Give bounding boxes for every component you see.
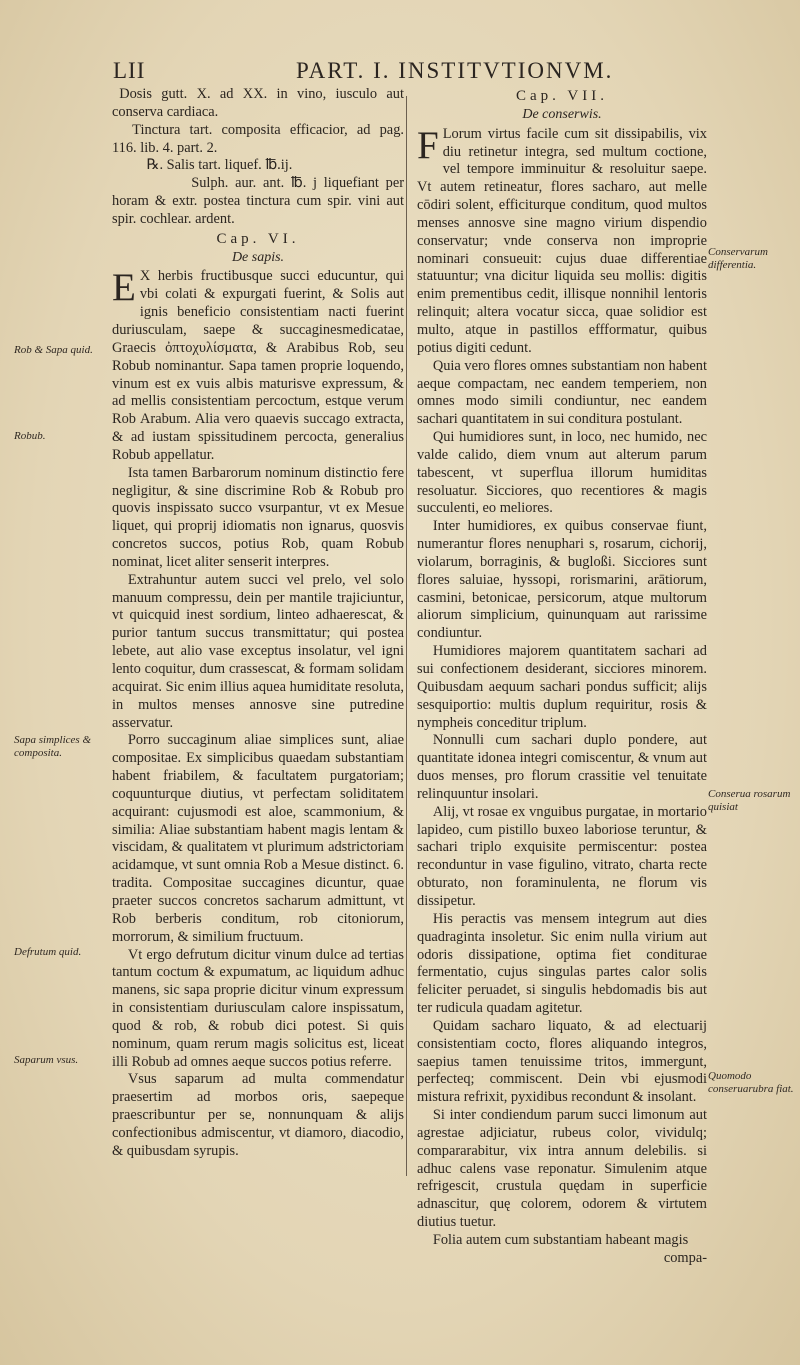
margin-note-defrutum: Defrutum quid. <box>14 946 82 958</box>
catchword: compa- <box>663 1249 707 1266</box>
paragraph-text: X herbis fructibusque succi educuntur, qui vbi colati & expurgati fuerint, & Solis aut ignis beneficio consistentiam nacti fuerint duriusculam, saepe & succaginesmedicatae, Graecis ὀπτοχυλίσματα, & Arabibus Rob, seu Robub nominantur. Sapa tamen proprie loquendo, vinum est ex vuis albis maturisve expressum, & ad mellis consistentiam percoctum, estque verum Rob Arabum. Alia vero quaevis succago extracta, & ad iustam spissitudinem percocta, generalius Robub appellatur. <box>112 268 404 463</box>
paragraph: Vsus saparum ad multa commendatur praesertim ad morbos oris, saepeque praescribuntur per se, nonnunquam & alijs confectionibus admiscentur, vt diamoro, diacodio, & quibusdam syrupis. <box>112 1071 404 1159</box>
margin-note-sapa-simplices: Sapa simplices & composita. <box>14 734 91 759</box>
paragraph: Ista tamen Barbarorum nominum distinctio fere negligitur, & sine discrimine Rob & Robub pro quovis inspissato succo vsurpantur, vt ex Mesue liquet, qui proprij idiomatis non ignarus, quosvis concretos succos, potius Rob, quam Robub nominat, licet aliter senserit interpres. <box>112 464 404 570</box>
paragraph: Nonnulli cum sachari duplo pondere, aut quantitate idonea integri comiscentur, & vnum aut duos menses, pro florum crassitie vel tenuitate relinquuntur insolari. <box>417 732 707 802</box>
left-column <box>112 86 404 1161</box>
paragraph-text: Lorum virtus facile cum sit dissipabilis, vix diu retinetur integra, sed multum coctione, vel tempore imminuitur & resoluitur saepe. Vt autem retineatur, flores sacharo, aut melle cōdiri solent, efficiturque conditum, quod multos menses annosve sine magno virium dispendio conservatur; vnde conserva non improprie nominari consueuit: cujus duae differentiae statuuntur; vna dicitur liquida seu mollis: digitis enim prementibus cedit, illisque nonnihil lentoris relinquit; altera vocatur sicca, quae solidior est multo, atque in pastillos effformatur, quibus potius digiti cedunt. <box>417 125 707 356</box>
paragraph: ℞. Salis tart. liquef. ℔.ij. <box>146 157 293 174</box>
margin-note-quomodo: Quomodo conseruarubra fiat. <box>708 1070 794 1095</box>
drop-initial: F <box>417 123 439 167</box>
paragraph <box>112 268 404 464</box>
chapter-title: Cap. VI. <box>216 230 300 247</box>
paragraph: Alij, vt rosae ex vnguibus purgatae, in mortario lapideo, cum pistillo buxeo laboriose teruntur, & sachari triplo exquisite permiscentur: postea reconduntur in vase figulino, vitrato, charta recte obturato, non foraminulenta, ne florum vis dissipetur. <box>417 803 707 909</box>
paragraph: Extrahuntur autem succi vel prelo, vel solo manuum compressu, dein per mantile trajiciuntur, vt quicquid inest sordium, linteo adhaerescat, & purior tantum succus transmittatur; qui postea lebete, aut alio vase exceptus insolatur, vel igni lento coquitur, dum crassescat, & formam solidam acquirat. Sic enim illius aquea humiditate resoluta, in multos menses annosve sine putredine asservatur. <box>112 571 404 731</box>
chapter-subtitle: De sapis. <box>231 249 285 265</box>
chapter-subtitle: De conserwis. <box>522 106 602 122</box>
paragraph: Porro succaginum aliae simplices sunt, aliae compositae. Ex simplicibus quaedam substantiam habent friabilem, & facultatem purgatoriam; coquunturque diutius, vt perfectam soliditatem acquirant: cujusmodi est aloe, scammonium, & similia: Aliae substantiam habent magis lentam & viscidam, & qualitatem vt plurimum adstrictoriam acidamque, vt sunt omnia Rob a Mesue distinct. 6. tradita. Compositae succagines dicuntur, quae praeter succos concretos sacharum admittunt, vt Rob berberis conditum, rob citoniorum, morrorum, & similium fructuum. <box>112 732 404 945</box>
paragraph: Vt ergo defrutum dicitur vinum dulce ad tertias tantum coctum & expumatum, ac liquidum adhuc manens, sic sapa proprie dicitur vinum expressum in consistentiam duriusculam calore inspissatum, quod & rob, & robub dici potest. Si quis nominum, quam rerum magis solicitus est, liceat illi Robub ad omnes aeque succos potius referre. <box>112 946 404 1070</box>
paragraph: Folia autem cum substantiam habeant magis <box>432 1232 689 1248</box>
paragraph: Quidam sacharo liquato, & ad electuarij consistentiam cocto, flores aliquando integros, saepius tamen tenuissime tritos, immergunt, perfecteq; commiscent. Dein vbi ejusmodi mistura refrixit, pyxidibus recondunt & insolant. <box>417 1017 707 1106</box>
chapter-title: Cap. VII. <box>516 88 608 104</box>
column-divider <box>406 96 407 1176</box>
paragraph: Sulph. aur. ant. ℔. j liquefiant per horam & extr. postea tinctura cum spir. vini aut spir. cochlear. ardent. <box>112 175 404 227</box>
margin-note-rob-sapa: Rob & Sapa quid. <box>14 344 93 356</box>
margin-note-conserua: Conserua rosarum quisiat <box>708 788 791 813</box>
paragraph: Si inter condiendum parum succi limonum aut agrestae adjiciatur, rubeus color, vividulq; compararabitur, vix intra annum delebilis. si adhuc calens vase reponatur. Simulenim atque refrigescit, crustula quędam in superficie adnascitur, quę colorem, odorem & virtutem diutius tuetur. <box>417 1107 707 1231</box>
margin-note-saparum-vsus: Saparum vsus. <box>14 1054 79 1066</box>
margin-note-robub: Robub. <box>14 430 46 442</box>
paragraph: Humidiores majorem quantitatem sachari ad sui confectionem desiderant, sicciores minorem. Quibusdam aequum sachari pondus sufficit; alijs sesquiportio: multis duplum requiritur, rosis & nympheis conceditur triplum. <box>417 643 707 731</box>
right-column <box>417 86 707 1268</box>
paragraph <box>417 123 707 358</box>
paragraph: Tinctura tart. composita efficacior, ad pag. 116. lib. 4. part. 2. <box>112 121 404 156</box>
paragraph: Quia vero flores omnes substantiam non habent aeque compactam, nec eandem temperiem, non omnes modo simili condiuntur, nec eandem sachari quantitatem in sui conditura postulant. <box>417 357 707 428</box>
paragraph: Inter humidiores, ex quibus conservae fiunt, numerantur flores nenuphari s, rosarum, cichorij, violarum, borraginis, & bugloßi. Sicciores sunt flores saluiae, hyssopi, rorismarini, arātiorum, casmini, betonicae, persicorum, atque multorum aliorum simplicium, quinunquam aut rarissime condiuntur. <box>417 518 707 642</box>
paragraph: Dosis gutt. X. ad XX. in vino, iusculo aut conserva cardiaca. <box>112 86 404 120</box>
running-head: PART. I. INSTITVTIONVM. <box>296 58 614 83</box>
paragraph: His peractis vas mensem integrum aut dies quadraginta insoletur. Sic enim nulla virium aut odoris dissipatione, optima fiet conditurae fermentatio, cujus singulas partes calor solis feliciter peruadet, si singulis hebdomadis bis aut ter rudicula quadam agitetur. <box>417 910 707 1017</box>
paragraph: Qui humidiores sunt, in loco, nec humido, nec valde calido, diem vnum aut alterum parum tabescent, vt superflua illorum humiditas resoluatur. Sicciores, quo recentiores & magis succulenti, eo meliores. <box>417 429 707 517</box>
folio-number: LII <box>113 58 146 83</box>
drop-initial: E <box>112 266 136 310</box>
margin-note-conservarum: Conservarum differentia. <box>708 246 768 271</box>
